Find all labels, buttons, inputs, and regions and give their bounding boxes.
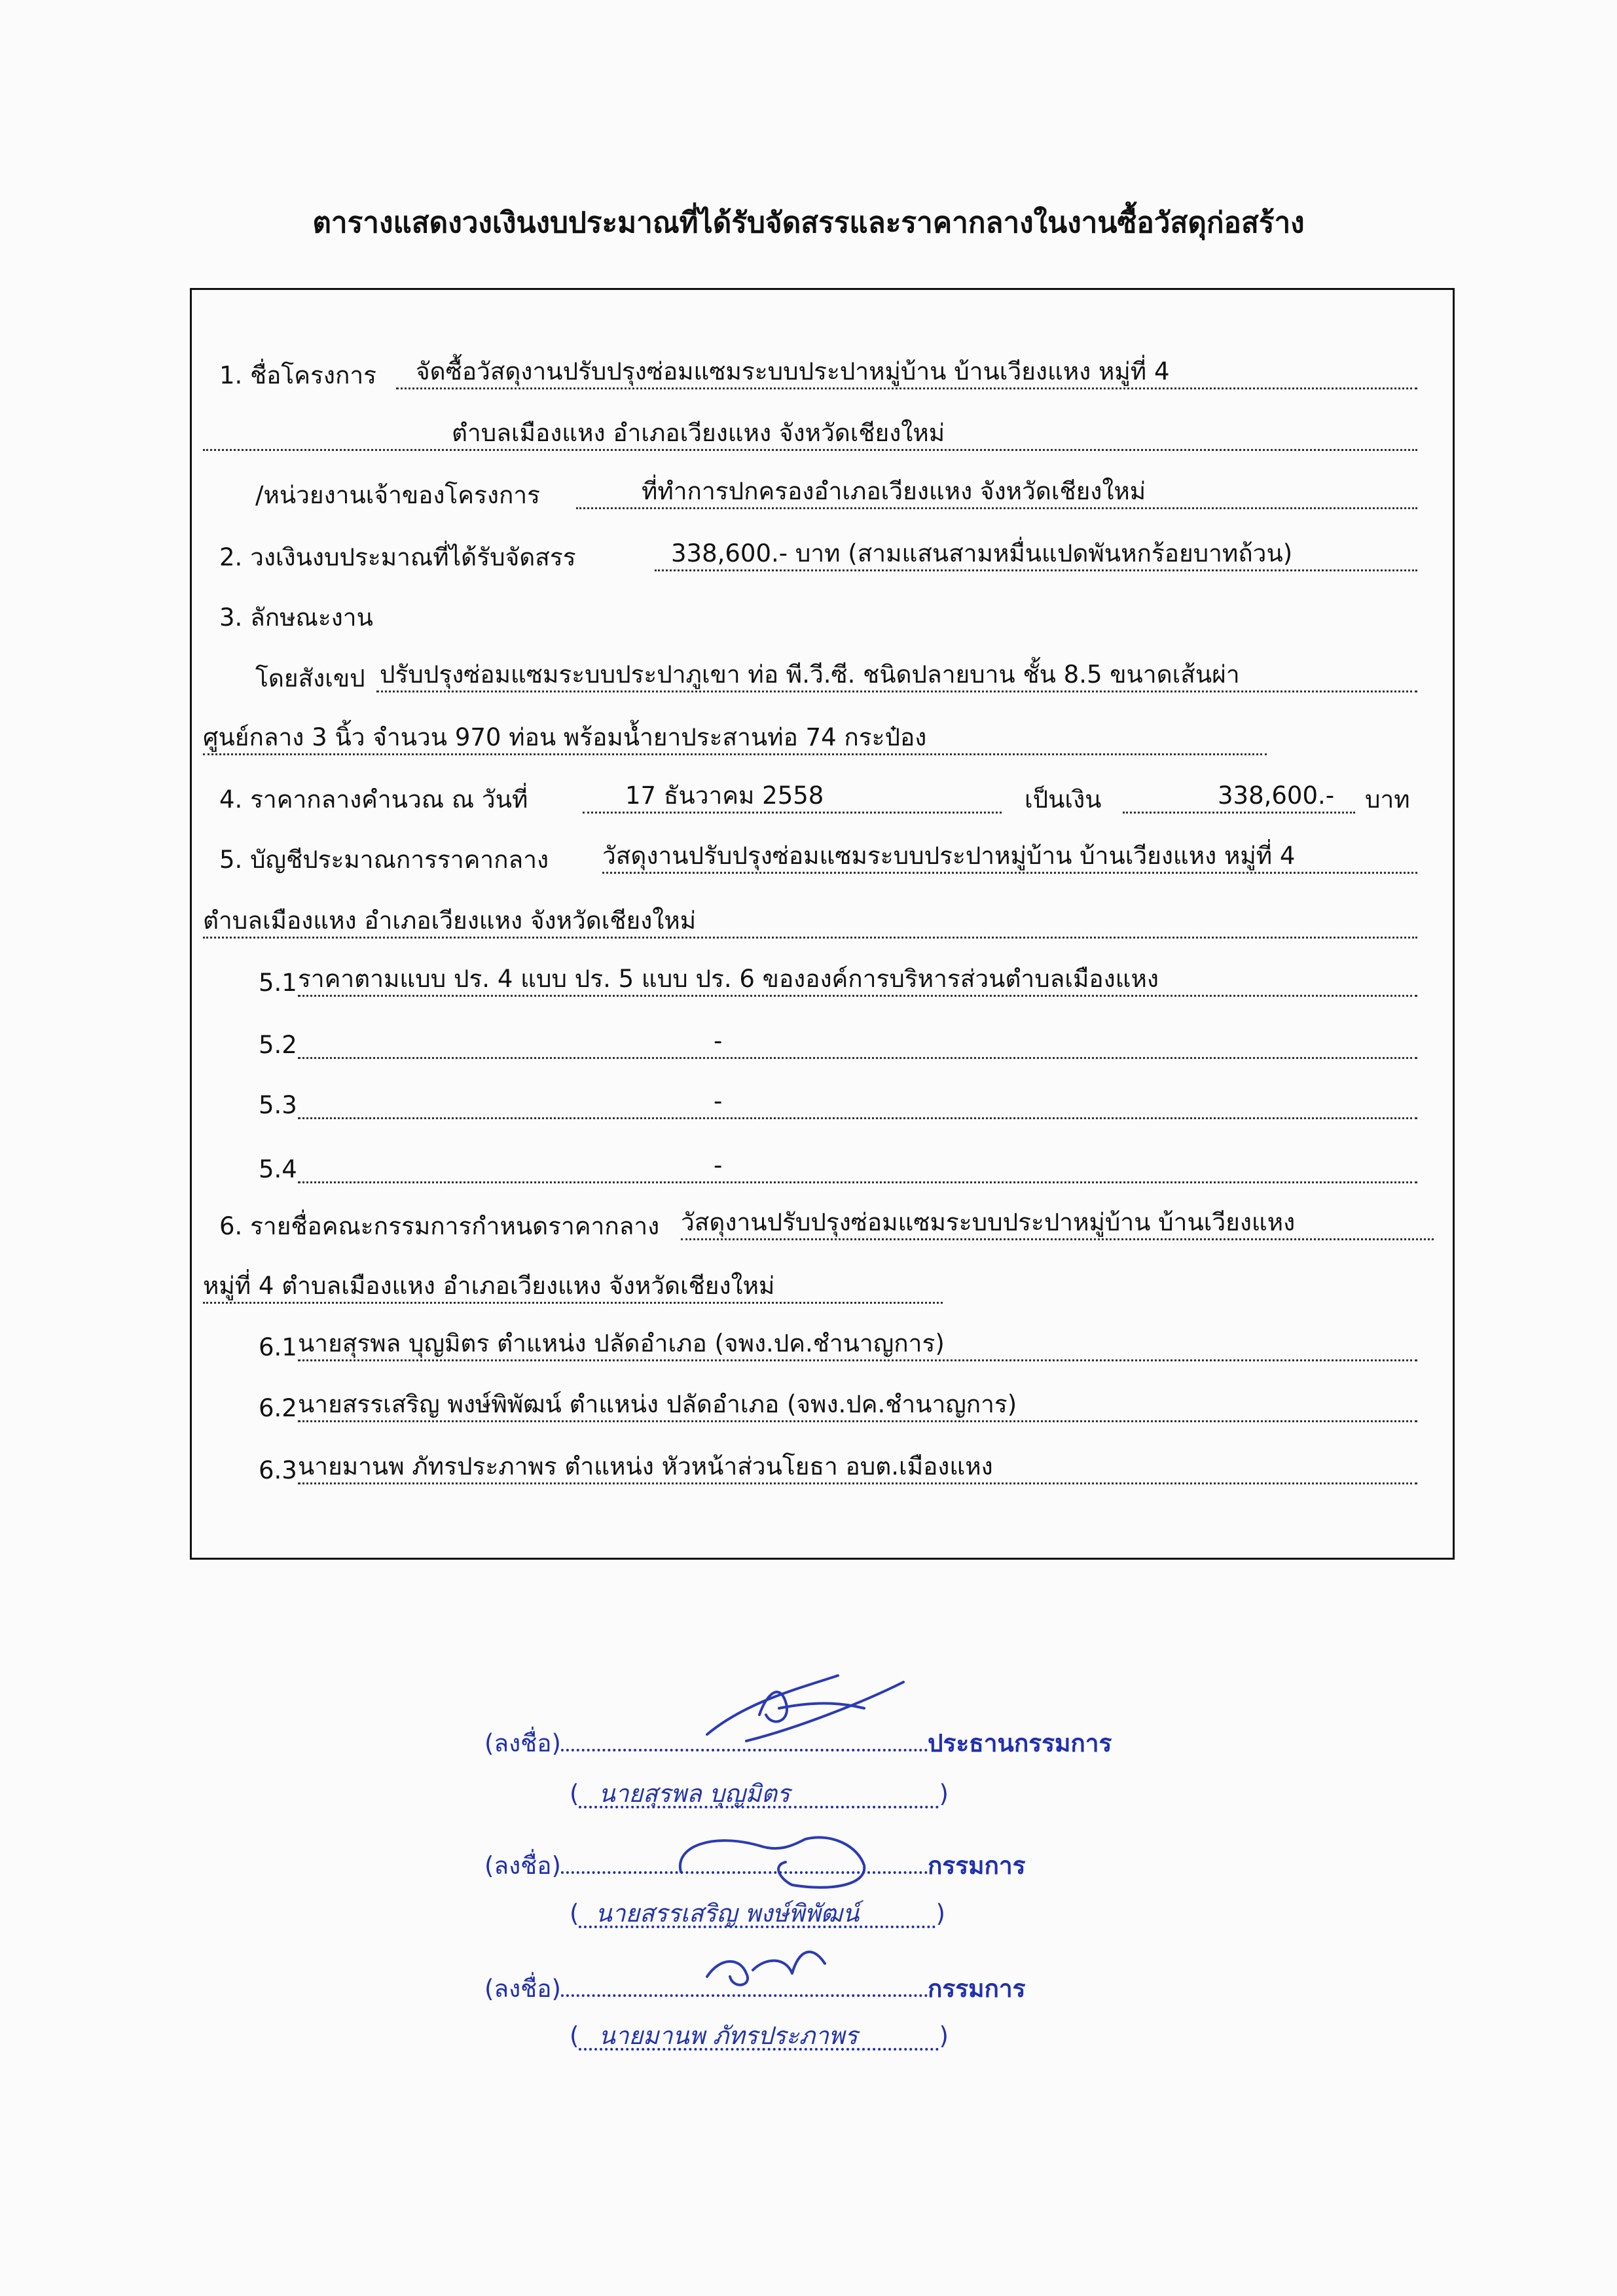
item5-estimate-text-2: ตำบลเมืองแหง อำเภอเวียงแหง จังหวัดเชียงใหม่ (203, 906, 697, 935)
signature-3-prefix: (ลงชื่อ) (484, 1975, 561, 2003)
item5-4-num: 5.4 (259, 1155, 297, 1183)
signature-2-name: นายสรรเสริญ พงษ์พิพัฒน์ (579, 1901, 936, 1928)
item4-date-text: 17 ธันวาคม 2558 (625, 781, 824, 810)
signature-2-line (484, 1854, 1026, 1878)
item6-member-2-text: นายสรรเสริญ พงษ์พิพัฒน์ ตำแหน่ง ปลัดอำเภอ (จพง.ปค.ชำนาญการ) (298, 1390, 1017, 1418)
signature-2-name-line: ( นายสรรเสริญ พงษ์พิพัฒน์ ) (570, 1899, 945, 1928)
item5-2 (298, 1029, 1417, 1059)
item5-2-num: 5.2 (259, 1031, 297, 1059)
signature-1-role: ประธานกรรมการ (927, 1729, 1112, 1757)
item6-label: 6. รายชื่อคณะกรรมการกำหนดราคากลาง (219, 1212, 660, 1240)
signature-3-name-line: ( นายมานพ ภัทรประภาพร ) (570, 2022, 949, 2050)
document-title: ตารางแสดงวงเงินงบประมาณที่ได้รับจัดสรรและราคากลางในงานซื้อวัสดุก่อสร้าง (312, 206, 1305, 240)
item1-project-location (203, 421, 1417, 451)
item5-3-num: 5.3 (259, 1091, 297, 1119)
item5-3-text: - (714, 1087, 723, 1115)
signature-1-line (484, 1731, 1112, 1755)
item6-member-1-text: นายสุรพล บุญมิตร ตำแหน่ง ปลัดอำเภอ (จพง.ปค.ชำนาญการ) (298, 1329, 945, 1357)
item5-4-text: - (714, 1151, 723, 1179)
signature-2-role: กรรมการ (927, 1852, 1026, 1880)
item4-amount-label: เป็นเงิน (1025, 785, 1102, 814)
item2-label: 2. วงเงินงบประมาณที่ได้รับจัดสรร (219, 543, 576, 571)
item5-1-num: 5.1 (259, 969, 297, 997)
item6-2-num: 6.2 (259, 1394, 297, 1422)
item1-unit-text: ที่ทำการปกครองอำเภอเวียงแหง จังหวัดเชียงใหม่ (642, 477, 1146, 505)
item5-2-text: - (714, 1027, 723, 1055)
item1-unit-label: /หน่วยงานเจ้าของโครงการ (255, 481, 541, 509)
item5-estimate-text: วัสดุงานปรับปรุงซ่อมแซมระบบประปาหมู่บ้าน บ้านเวียงแหง หมู่ที่ 4 (602, 842, 1296, 870)
item1-label: 1. ชื่อโครงการ (219, 361, 377, 389)
signature-2-prefix: (ลงชื่อ) (484, 1852, 561, 1880)
signature-3-role: กรรมการ (927, 1975, 1026, 2003)
item1-project-location-text: ตำบลเมืองแหง อำเภอเวียงแหง จังหวัดเชียงใหม่ (452, 419, 945, 447)
item6-member-2 (298, 1392, 1417, 1422)
signature-1-prefix: (ลงชื่อ) (484, 1729, 561, 1757)
item3-summary-text: ปรับปรุงซ่อมแซมระบบประปาภูเขา ท่อ พี.วี.ซี. ชนิดปลายบาน ชั้น 8.5 ขนาดเส้นผ่า (380, 660, 1240, 689)
item5-1-text: ราคาตามแบบ ปร. 4 แบบ ปร. 5 แบบ ปร. 6 ขององค์การบริหารส่วนตำบลเมืองแหง (298, 965, 1159, 993)
item3-label: 3. ลักษณะงาน (219, 603, 373, 632)
item5-estimate (602, 844, 1417, 874)
item5-3 (298, 1089, 1417, 1119)
item1-project-name (396, 359, 1417, 389)
item1-project-name-text: จัดซื้อวัสดุงานปรับปรุงซ่อมแซมระบบประปาหมู่บ้าน บ้านเวียงแหง หมู่ที่ 4 (416, 357, 1170, 386)
item5-estimate-2 (203, 908, 1417, 939)
item6-committee (681, 1210, 1434, 1240)
item6-committee-2 (203, 1274, 943, 1304)
item4-date (583, 783, 1002, 814)
item3-summary-2 (203, 725, 1267, 755)
item6-member-3-text: นายมานพ ภัทรประภาพร ตำแหน่ง หัวหน้าส่วนโยธา อบต.เมืองแหง (298, 1452, 993, 1480)
item1-unit (576, 479, 1417, 509)
item5-4 (298, 1153, 1417, 1183)
item5-1 (298, 967, 1417, 997)
item3-summary (376, 662, 1417, 692)
item6-committee-text-2: หมู่ที่ 4 ตำบลเมืองแหง อำเภอเวียงแหง จังหวัดเชียงใหม่ (203, 1272, 775, 1300)
item2-budget-text: 338,600.- บาท (สามแสนสามหมื่นแปดพันหกร้อยบาทถ้วน) (671, 539, 1293, 567)
item4-amount-text: 338,600.- (1218, 781, 1335, 810)
item6-member-3 (298, 1454, 1417, 1484)
signature-1-name: นายสุรพล บุญมิตร (579, 1782, 939, 1808)
signature-3-name: นายมานพ ภัทรประภาพร (579, 2024, 939, 2051)
signature-1-name-line: ( นายสุรพล บุญมิตร ) (570, 1780, 949, 1808)
item4-unit: บาท (1365, 785, 1410, 814)
item4-amount (1123, 783, 1355, 814)
item3-summary-label: โดยสังเขป (255, 664, 365, 692)
item4-label: 4. ราคากลางคำนวณ ณ วันที่ (219, 785, 528, 814)
item6-committee-text: วัสดุงานปรับปรุงซ่อมแซมระบบประปาหมู่บ้าน บ้านเวียงแหง (681, 1208, 1296, 1236)
item6-3-num: 6.3 (259, 1456, 297, 1484)
signature-3-line (484, 1977, 1026, 2001)
item2-budget (655, 541, 1417, 571)
item3-summary-text-2: ศูนย์กลาง 3 นิ้ว จำนวน 970 ท่อน พร้อมน้ำยาประสานท่อ 74 กระป๋อง (203, 723, 927, 751)
item6-1-num: 6.1 (259, 1333, 297, 1361)
item5-label: 5. บัญชีประมาณการราคากลาง (219, 846, 549, 874)
item6-member-1 (298, 1331, 1417, 1361)
